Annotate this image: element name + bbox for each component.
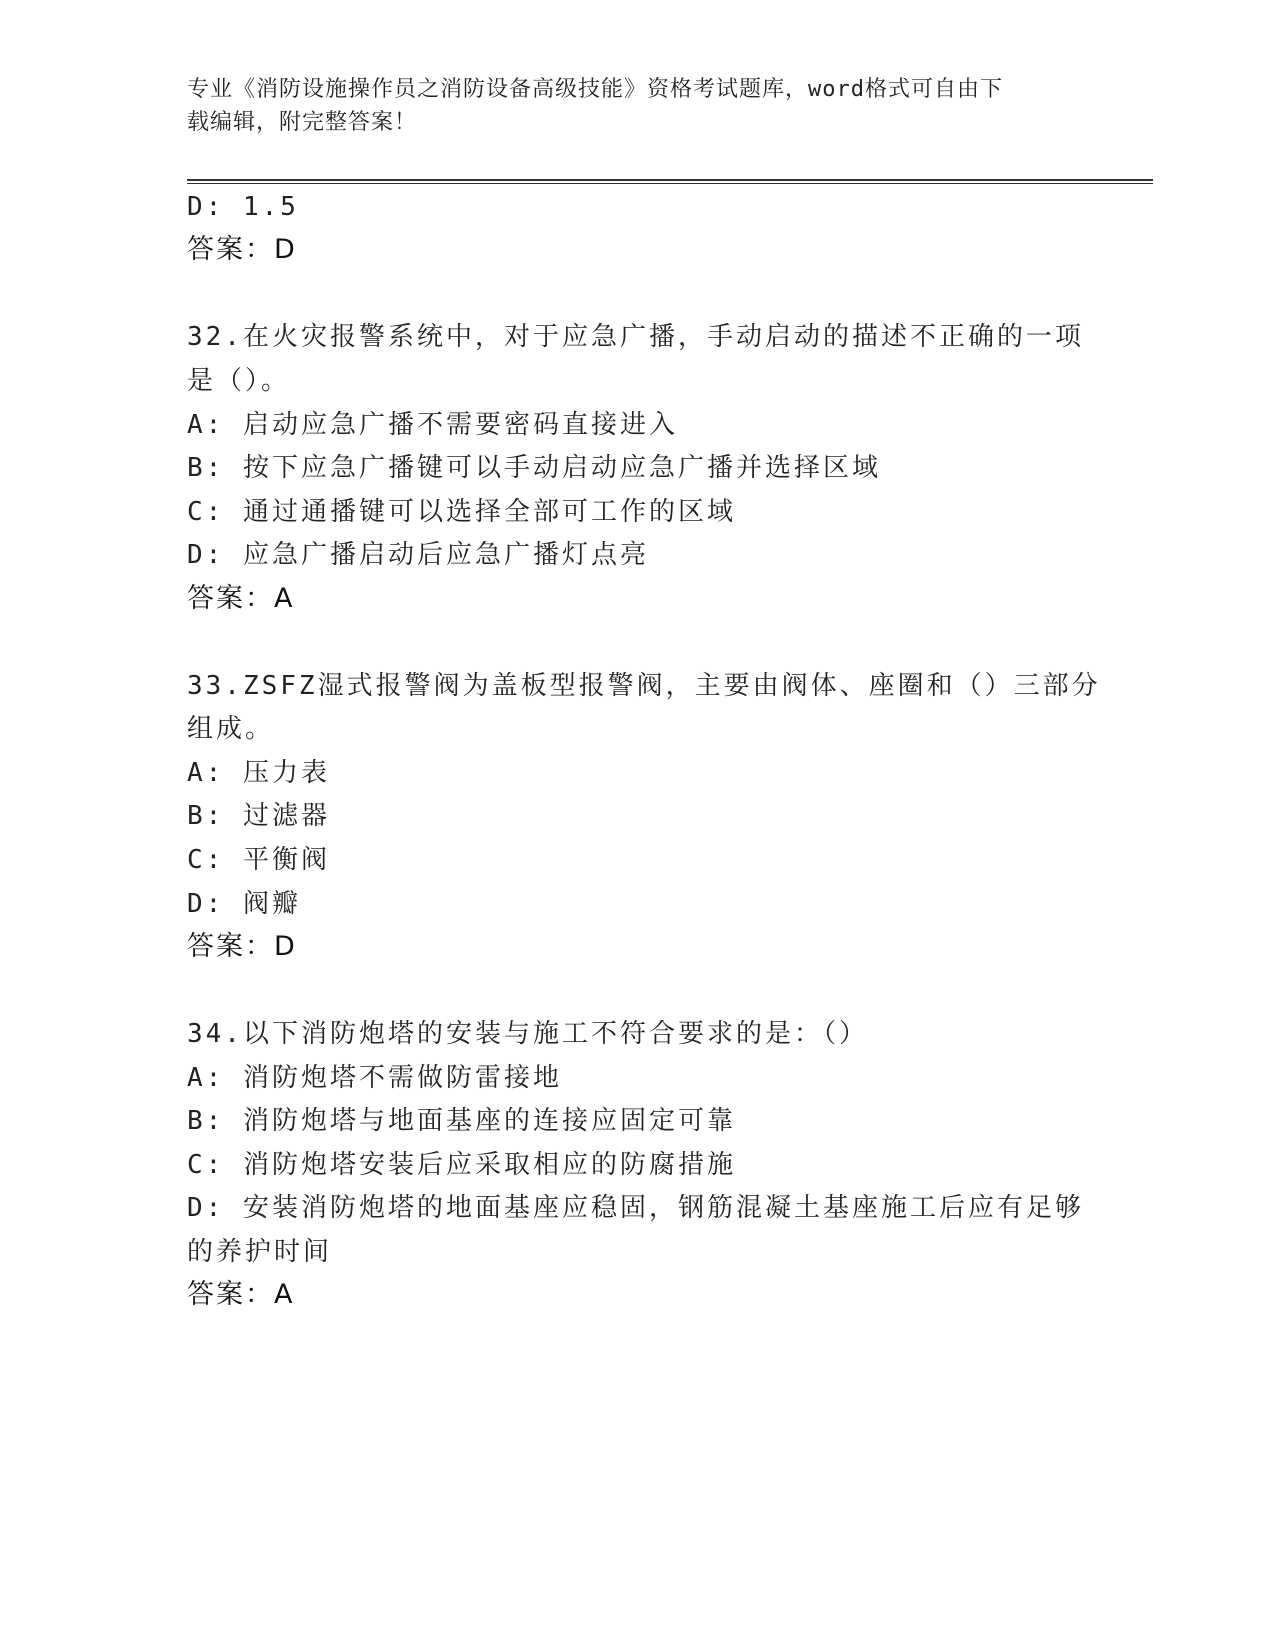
answer: 答案：A bbox=[187, 1279, 295, 1310]
prev-option-d: D: 1.5 bbox=[187, 192, 299, 222]
header-line-2: 载编辑，附完整答案！ bbox=[187, 110, 418, 135]
prev-answer: 答案：D bbox=[187, 234, 297, 265]
question-stem: 33.ZSFZ湿式报警阀为盖板型报警阀，主要由阀体、座圈和（）三部分 bbox=[187, 671, 1101, 701]
answer: 答案：A bbox=[187, 583, 295, 614]
header-divider-thick bbox=[187, 179, 1153, 181]
option-c: C: 平衡阀 bbox=[187, 845, 330, 875]
question-stem: 32.在火灾报警系统中，对于应急广播，手动启动的描述不正确的一项 bbox=[187, 322, 1084, 352]
option-d: D: 安装消防炮塔的地面基座应稳固，钢筋混凝土基座施工后应有足够 bbox=[187, 1193, 1084, 1223]
option-d: D: 应急广播启动后应急广播灯点亮 bbox=[187, 540, 649, 570]
header-line-1: 专业《消防设施操作员之消防设备高级技能》资格考试题库，word格式可自由下 bbox=[187, 77, 1003, 102]
option-a: A: 压力表 bbox=[187, 758, 330, 788]
option-b: B: 按下应急广播键可以手动启动应急广播并选择区域 bbox=[187, 453, 881, 483]
question-stem-cont: 组成。 bbox=[187, 714, 275, 744]
option-b: B: 消防炮塔与地面基座的连接应固定可靠 bbox=[187, 1106, 736, 1136]
question-stem: 34.以下消防炮塔的安装与施工不符合要求的是：（） bbox=[187, 1019, 868, 1049]
option-d-cont: 的养护时间 bbox=[187, 1237, 333, 1267]
option-b: B: 过滤器 bbox=[187, 801, 330, 831]
option-c: C: 通过通播键可以选择全部可工作的区域 bbox=[187, 497, 736, 527]
option-c: C: 消防炮塔安装后应采取相应的防腐措施 bbox=[187, 1150, 736, 1180]
document-header bbox=[187, 73, 1067, 139]
question-stem-cont: 是（）。 bbox=[187, 366, 291, 396]
answer: 答案：D bbox=[187, 931, 297, 962]
header-divider-thin bbox=[187, 183, 1153, 184]
option-d: D: 阀瓣 bbox=[187, 889, 301, 919]
option-a: A: 启动应急广播不需要密码直接进入 bbox=[187, 410, 678, 440]
option-a: A: 消防炮塔不需做防雷接地 bbox=[187, 1063, 562, 1093]
